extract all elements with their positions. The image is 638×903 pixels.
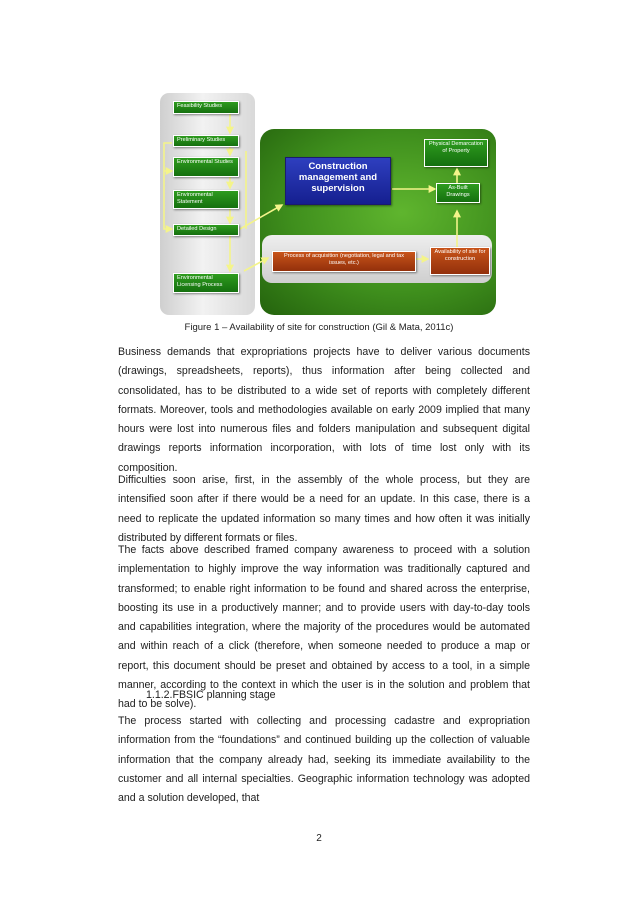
box-as-built-drawings: As-Built Drawings <box>436 183 480 203</box>
page-number: 2 <box>316 833 322 844</box>
figure-diagram <box>160 93 496 315</box>
paragraph-business-demands: Business demands that expropriations projects have to deliver various documents (drawings, spreadsheets, reports), thus information after being collected and consolidated, has to be distributed to a wide set of reports with completely different formats. Moreover, tools and methodologies available on early 2009 implied that many hours were lost into numerous files and folders manipulation and subsequent digital drawings reports information incorporation, with lots of time lost only with its composition. <box>118 346 530 474</box>
figure-caption: Figure 1 – Availability of site for construction (Gil & Mata, 2011c) <box>184 322 454 333</box>
paragraph-facts-above: The facts above described framed company awareness to proceed with a solution implementation to highly improve the way information was traditionally captured and transformed; to enable right information to be found and shared across the enterprise, boosting its use in a productively manner; and to provide users with day-to-day tools and capabilities integration, where the majority of the procedures would be automated and within reach of a click (therefore, when someone needed to produce a map or report, this document should be preset and obtained by access to a tool, in a simple manner, according to the context in which the user is in the solution and problem that had to be solve). <box>118 544 530 711</box>
arrow-licensing-acquisition <box>244 258 268 271</box>
arrow-feedback-loop <box>164 143 172 229</box>
box-detailed-design: Detailed Design <box>173 224 239 236</box>
box-availability-of-site: Availability of site for construction <box>430 247 490 275</box>
box-process-of-acquisition: Process of acquisition (negotiation, legal and tax issues, etc.) <box>272 251 416 272</box>
box-environmental-statement: Environmental Statement <box>173 190 239 209</box>
paragraph-process-started: The process started with collecting and processing cadastre and expropriation information from the “foundations” and continued building up the collection of valuable information that the company already had, seeking its immediate availability to the customer and all internal specialties. Geographic information technology was adopted and a solution developed, that <box>118 715 530 805</box>
section-heading: 1.1.2.FBSIC planning stage <box>146 689 276 701</box>
box-construction-management: Construction management and supervision <box>285 157 391 205</box>
box-environmental-studies: Environmental Studies <box>173 157 239 177</box>
box-physical-demarcation: Physical Demarcation of Property <box>424 139 488 167</box>
paragraph-difficulties: Difficulties soon arise, first, in the assembly of the whole process, but they are intensified soon after if there would be a need for an update. In this case, there is a need to replicate the updated information so many times and how often it was initially distributed by different formats or files. <box>118 474 530 544</box>
box-preliminary-studies: Preliminary Studies <box>173 135 239 147</box>
box-feasibility-studies: Feasibility Studies <box>173 101 239 114</box>
box-environmental-licensing: Environmental Licensing Process <box>173 273 239 293</box>
